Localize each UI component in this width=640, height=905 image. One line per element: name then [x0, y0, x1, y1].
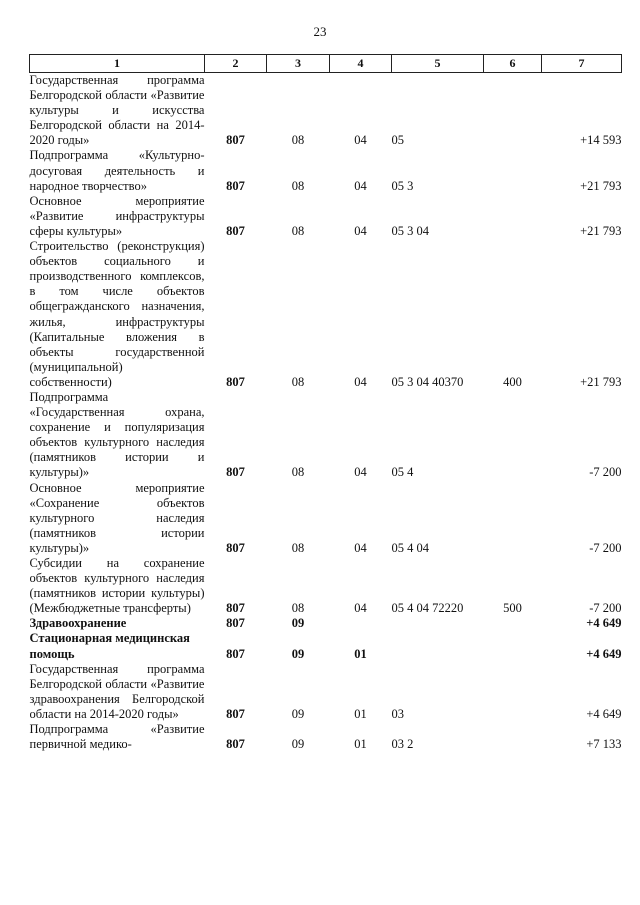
- cell-section: 08: [291, 178, 305, 193]
- table-row: [30, 390, 622, 481]
- cell-name: Основное мероприятие «Сохранение объектов культурного наследия (памятников истории культуры)»: [29, 480, 205, 555]
- cell-admin: 807: [226, 133, 245, 148]
- cell-amount: -7 200: [589, 465, 622, 480]
- cell-name: Подпрограмма «Развитие первичной медико-: [29, 722, 205, 752]
- table-row: [30, 722, 622, 752]
- cell-section: 09: [291, 616, 305, 631]
- cell-amount: -7 200: [589, 601, 622, 616]
- table-row: [30, 194, 622, 239]
- cell-section: 08: [291, 540, 305, 555]
- cell-name: Подпрограмма «Государственная охрана, сохранение и популяризация объектов культурного наследия (памятников истории и культуры)»: [29, 389, 205, 480]
- cell-target: 03: [391, 706, 404, 721]
- cell-subsection: 04: [354, 133, 367, 148]
- cell-subsection: 01: [354, 737, 367, 752]
- cell-name: Субсидии на сохранение объектов культурного наследия (памятников истории культуры) (Межбюджетные трансферты): [29, 556, 205, 616]
- cell-section: 08: [291, 465, 305, 480]
- cell-name: Государственная программа Белгородской области «Развитие культуры и искусства Белгородской области на 2014-2020 годы»: [29, 73, 205, 148]
- cell-admin: 807: [226, 646, 245, 661]
- cell-expense: 400: [503, 374, 522, 389]
- cell-amount: +21 793: [580, 178, 622, 193]
- cell-name: Подпрограмма «Культурно-досуговая деятельность и народное творчество»: [29, 148, 205, 193]
- cell-section: 08: [291, 223, 305, 238]
- cell-subsection: 04: [354, 540, 367, 555]
- cell-amount: -7 200: [589, 540, 622, 555]
- cell-name: Здравоохранение: [29, 616, 127, 631]
- cell-target: [392, 631, 484, 661]
- cell-section: 09: [291, 737, 305, 752]
- header-col-amount: 7: [542, 55, 622, 73]
- cell-target: 05 3: [391, 178, 414, 193]
- cell-admin: 807: [226, 178, 245, 193]
- cell-section: 09: [291, 646, 305, 661]
- cell-expense: [484, 148, 542, 193]
- header-col-subsection: 4: [330, 55, 392, 73]
- cell-admin: 807: [226, 737, 245, 752]
- cell-admin: 807: [226, 601, 245, 616]
- cell-amount: +4 649: [586, 706, 622, 721]
- cell-subsection: 01: [354, 706, 367, 721]
- header-col-target: 5: [392, 55, 484, 73]
- cell-expense: [484, 662, 542, 722]
- cell-expense: [484, 631, 542, 661]
- cell-expense: [484, 616, 542, 631]
- cell-subsection: 01: [354, 646, 367, 661]
- header-col-expense: 6: [484, 55, 542, 73]
- cell-name: Строительство (реконструкция) объектов социального и производственного комплексов, в том числе объектов общегражданского назначения, жилья, инфраструктуры (Капитальные вложения в объекты государственной (муниципальной) собственности): [29, 239, 205, 389]
- budget-table: [29, 54, 622, 752]
- cell-section: 08: [291, 374, 305, 389]
- cell-expense: 500: [503, 601, 522, 616]
- cell-expense: [484, 722, 542, 752]
- cell-admin: 807: [226, 706, 245, 721]
- cell-name: Основное мероприятие «Развитие инфраструктуры сферы культуры»: [29, 193, 205, 238]
- cell-expense: [484, 390, 542, 481]
- cell-amount: +4 649: [586, 646, 622, 661]
- cell-expense: [484, 481, 542, 556]
- header-col-name: 1: [30, 55, 205, 73]
- table-row: [30, 481, 622, 556]
- table-row: [30, 148, 622, 193]
- cell-admin: 807: [226, 465, 245, 480]
- cell-expense: [484, 194, 542, 239]
- table-row: [30, 631, 622, 661]
- cell-target: 05 3 04: [391, 223, 429, 238]
- cell-target: 05 4 04 72220: [391, 601, 464, 616]
- cell-subsection: 04: [354, 223, 367, 238]
- cell-name: Стационарная медицинская помощь: [29, 631, 190, 661]
- cell-section: 08: [291, 133, 305, 148]
- table-row: [30, 616, 622, 631]
- cell-name: Государственная программа Белгородской области «Развитие здравоохранения Белгородской области на 2014-2020 годы»: [29, 661, 205, 721]
- table-header-row: [30, 55, 622, 73]
- cell-target: 05: [391, 133, 404, 148]
- table-row: [30, 556, 622, 616]
- cell-amount: +7 133: [586, 737, 622, 752]
- cell-target: 05 4: [391, 465, 414, 480]
- cell-expense: [484, 73, 542, 149]
- cell-target: 03 2: [391, 737, 414, 752]
- cell-subsection: [330, 616, 392, 631]
- cell-admin: 807: [226, 616, 245, 631]
- cell-admin: 807: [226, 374, 245, 389]
- cell-subsection: 04: [354, 178, 367, 193]
- cell-amount: +21 793: [580, 223, 622, 238]
- cell-amount: +14 593: [580, 133, 622, 148]
- table-body: [30, 73, 622, 753]
- page-number: 23: [313, 24, 327, 39]
- cell-subsection: 04: [354, 374, 367, 389]
- cell-subsection: 04: [354, 601, 367, 616]
- cell-target: 05 3 04 40370: [391, 374, 464, 389]
- cell-amount: +21 793: [580, 374, 622, 389]
- header-col-section: 3: [267, 55, 330, 73]
- cell-admin: 807: [226, 223, 245, 238]
- table-row: [30, 239, 622, 390]
- cell-section: 09: [291, 706, 305, 721]
- cell-section: 08: [291, 601, 305, 616]
- cell-target: [392, 616, 484, 631]
- table-row: [30, 662, 622, 722]
- header-col-admin: 2: [205, 55, 267, 73]
- cell-amount: +4 649: [586, 616, 622, 631]
- cell-target: 05 4 04: [391, 540, 429, 555]
- table-row: [30, 73, 622, 149]
- cell-admin: 807: [226, 540, 245, 555]
- cell-subsection: 04: [354, 465, 367, 480]
